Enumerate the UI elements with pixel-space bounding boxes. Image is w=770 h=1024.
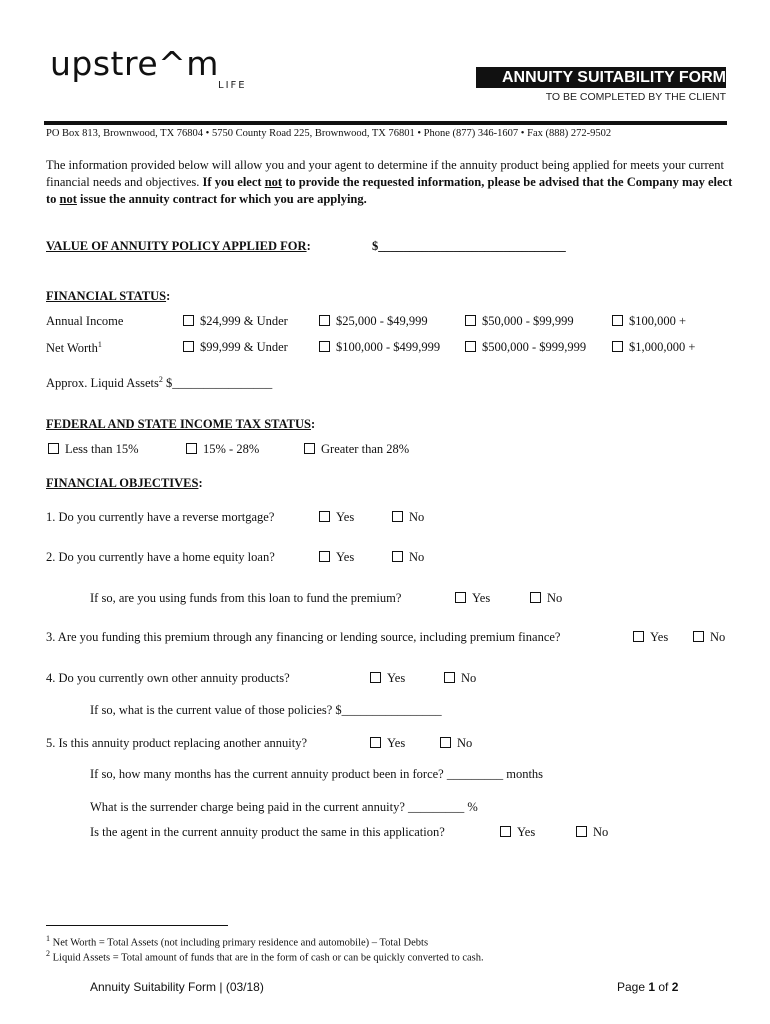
- option-label: Yes: [336, 550, 355, 564]
- net-worth-text: Net Worth: [46, 341, 98, 356]
- financial-status-text: FINANCIAL STATUS: [46, 289, 167, 303]
- no-option[interactable]: [440, 736, 472, 751]
- value-applied-label: [46, 239, 311, 254]
- checkbox-icon[interactable]: [183, 341, 194, 352]
- checkbox-icon[interactable]: [455, 592, 466, 603]
- option-label: $500,000 - $999,999: [482, 340, 587, 354]
- net-worth-option[interactable]: [319, 340, 440, 355]
- option-label: No: [457, 736, 473, 750]
- yes-option[interactable]: [370, 671, 405, 686]
- no-option[interactable]: [693, 630, 725, 645]
- yes-option[interactable]: [319, 550, 354, 565]
- intro-not-2: not: [59, 192, 77, 206]
- income-option[interactable]: [612, 314, 686, 329]
- intro-bold-1: If you elect: [202, 175, 265, 189]
- option-label: Yes: [650, 630, 669, 644]
- no-option[interactable]: [392, 550, 424, 565]
- no-option[interactable]: [530, 591, 562, 606]
- tax-option[interactable]: [304, 442, 409, 457]
- no-option[interactable]: [576, 825, 608, 840]
- option-label: Less than 15%: [65, 442, 139, 456]
- no-option[interactable]: [392, 510, 424, 525]
- option-label: 15% - 28%: [203, 442, 260, 456]
- income-option[interactable]: [183, 314, 288, 329]
- intro-bold-2: to provide the requested information, please be advised that the Company may elect to: [46, 175, 733, 206]
- page-of: of: [655, 980, 672, 994]
- option-label: Yes: [387, 736, 406, 750]
- footnote-number: 2: [46, 949, 50, 958]
- net-worth-option[interactable]: [465, 340, 586, 355]
- page-total: 2: [671, 980, 679, 994]
- annual-income-label: Annual Income: [46, 314, 124, 328]
- option-label: $25,000 - $49,999: [336, 314, 428, 328]
- tax-option[interactable]: [186, 442, 259, 457]
- question-4a[interactable]: If so, what is the current value of those policies? $________________: [90, 703, 442, 717]
- checkbox-icon[interactable]: [304, 443, 315, 454]
- question-3: 3. Are you funding this premium through any financing or lending source, including premium finance?: [46, 630, 561, 644]
- option-label: No: [409, 550, 425, 564]
- option-label: $100,000 +: [629, 314, 687, 328]
- net-worth-label: [46, 340, 102, 356]
- yes-option[interactable]: [500, 825, 535, 840]
- tax-status-text: FEDERAL AND STATE INCOME TAX STATUS: [46, 417, 311, 431]
- tax-option[interactable]: [48, 442, 139, 457]
- checkbox-icon[interactable]: [48, 443, 59, 454]
- question-4: 4. Do you currently own other annuity products?: [46, 671, 290, 685]
- question-5b[interactable]: What is the surrender charge being paid in the current annuity? _________ %: [90, 800, 478, 814]
- value-applied-text: VALUE OF ANNUITY POLICY APPLIED FOR: [46, 239, 307, 253]
- intro-bold-3: issue the annuity contract for which you are applying.: [76, 192, 367, 206]
- checkbox-icon[interactable]: [440, 737, 451, 748]
- checkbox-icon[interactable]: [612, 315, 623, 326]
- option-label: $100,000 - $499,999: [336, 340, 441, 354]
- liquid-assets-label: Approx. Liquid Assets: [46, 376, 159, 391]
- income-option[interactable]: [319, 314, 428, 329]
- net-worth-option[interactable]: [612, 340, 695, 355]
- question-2a: If so, are you using funds from this loan to fund the premium?: [90, 591, 402, 605]
- value-applied-colon: :: [306, 239, 311, 253]
- yes-option[interactable]: [370, 736, 405, 751]
- form-subtitle: TO BE COMPLETED BY THE CLIENT: [545, 91, 726, 103]
- no-option[interactable]: [444, 671, 476, 686]
- checkbox-icon[interactable]: [612, 341, 623, 352]
- option-label: Yes: [472, 591, 491, 605]
- option-label: No: [461, 671, 477, 685]
- yes-option[interactable]: [633, 630, 668, 645]
- page-number: [617, 980, 678, 994]
- header-divider: [44, 121, 727, 125]
- checkbox-icon[interactable]: [465, 315, 476, 326]
- option-label: Greater than 28%: [321, 442, 410, 456]
- form-title: ANNUITY SUITABILITY FORM: [476, 67, 726, 88]
- footnote-1: [46, 934, 428, 949]
- company-address: PO Box 813, Brownwood, TX 76804 • 5750 County Road 225, Brownwood, TX 76801 • Phone (877) 346-1607 • Fax (888) 272-9502: [46, 128, 612, 139]
- objectives-colon: :: [198, 476, 203, 490]
- footnote-2: [46, 949, 484, 964]
- checkbox-icon[interactable]: [319, 315, 330, 326]
- option-label: No: [593, 825, 609, 839]
- option-label: Yes: [387, 671, 406, 685]
- checkbox-icon[interactable]: [392, 511, 403, 522]
- checkbox-icon[interactable]: [633, 631, 644, 642]
- option-label: Yes: [517, 825, 536, 839]
- footnote-ref: 2: [158, 375, 163, 384]
- tax-status-colon: :: [310, 417, 316, 431]
- option-label: No: [547, 591, 563, 605]
- footnote-text: Net Worth = Total Assets (not including primary residence and automobile) – Total Debts: [50, 937, 429, 949]
- checkbox-icon[interactable]: [500, 826, 511, 837]
- objectives-heading: [46, 476, 203, 491]
- value-applied-field[interactable]: $______________________________: [372, 239, 566, 253]
- checkbox-icon[interactable]: [319, 551, 330, 562]
- company-logo-sub: LIFE: [218, 80, 247, 91]
- footnote-divider: [46, 925, 228, 926]
- option-label: $99,999 & Under: [200, 340, 288, 354]
- intro-paragraph: [46, 157, 736, 208]
- footer-form-name: Annuity Suitability Form | (03/18): [90, 980, 264, 994]
- question-5a[interactable]: If so, how many months has the current annuity product been in force? _________ months: [90, 767, 544, 781]
- option-label: $1,000,000 +: [629, 340, 696, 354]
- intro-plain: The information provided below will allow you and your agent to determine if the annuity product being applied for meets your current financial needs and objectives.: [46, 158, 724, 189]
- question-2: 2. Do you currently have a home equity loan?: [46, 550, 275, 564]
- option-label: $24,999 & Under: [200, 314, 288, 328]
- checkbox-icon[interactable]: [186, 443, 197, 454]
- tax-status-heading: [46, 417, 315, 432]
- checkbox-icon[interactable]: [319, 511, 330, 522]
- financial-status-colon: :: [166, 289, 171, 303]
- option-label: Yes: [336, 510, 355, 524]
- yes-option[interactable]: [319, 510, 354, 525]
- question-5c: Is the agent in the current annuity product the same in this application?: [90, 825, 445, 839]
- option-label: No: [409, 510, 425, 524]
- income-option[interactable]: [465, 314, 574, 329]
- liquid-assets-field[interactable]: $________________: [162, 376, 273, 391]
- yes-option[interactable]: [455, 591, 490, 606]
- checkbox-icon[interactable]: [444, 672, 455, 683]
- footnote-number: 1: [46, 934, 50, 943]
- checkbox-icon[interactable]: [576, 826, 587, 837]
- checkbox-icon[interactable]: [465, 341, 476, 352]
- checkbox-icon[interactable]: [693, 631, 704, 642]
- checkbox-icon[interactable]: [370, 737, 381, 748]
- net-worth-option[interactable]: [183, 340, 288, 355]
- checkbox-icon[interactable]: [319, 341, 330, 352]
- page-prefix: Page: [617, 980, 649, 994]
- footnote-text: Liquid Assets = Total amount of funds that are in the form of cash or can be quickly converted to cash.: [50, 952, 484, 964]
- question-5: 5. Is this annuity product replacing another annuity?: [46, 736, 308, 750]
- checkbox-icon[interactable]: [392, 551, 403, 562]
- footnote-ref: 1: [97, 340, 102, 349]
- checkbox-icon[interactable]: [370, 672, 381, 683]
- liquid-assets-row[interactable]: [46, 375, 272, 391]
- checkbox-icon[interactable]: [530, 592, 541, 603]
- objectives-text: FINANCIAL OBJECTIVES: [46, 476, 199, 490]
- checkbox-icon[interactable]: [183, 315, 194, 326]
- question-1: 1. Do you currently have a reverse mortgage?: [46, 510, 275, 524]
- option-label: $50,000 - $99,999: [482, 314, 574, 328]
- intro-not-1: not: [264, 175, 283, 189]
- company-logo: upstre^m: [50, 44, 219, 83]
- option-label: No: [710, 630, 726, 644]
- financial-status-heading: [46, 289, 170, 304]
- page-current: 1: [648, 980, 656, 994]
